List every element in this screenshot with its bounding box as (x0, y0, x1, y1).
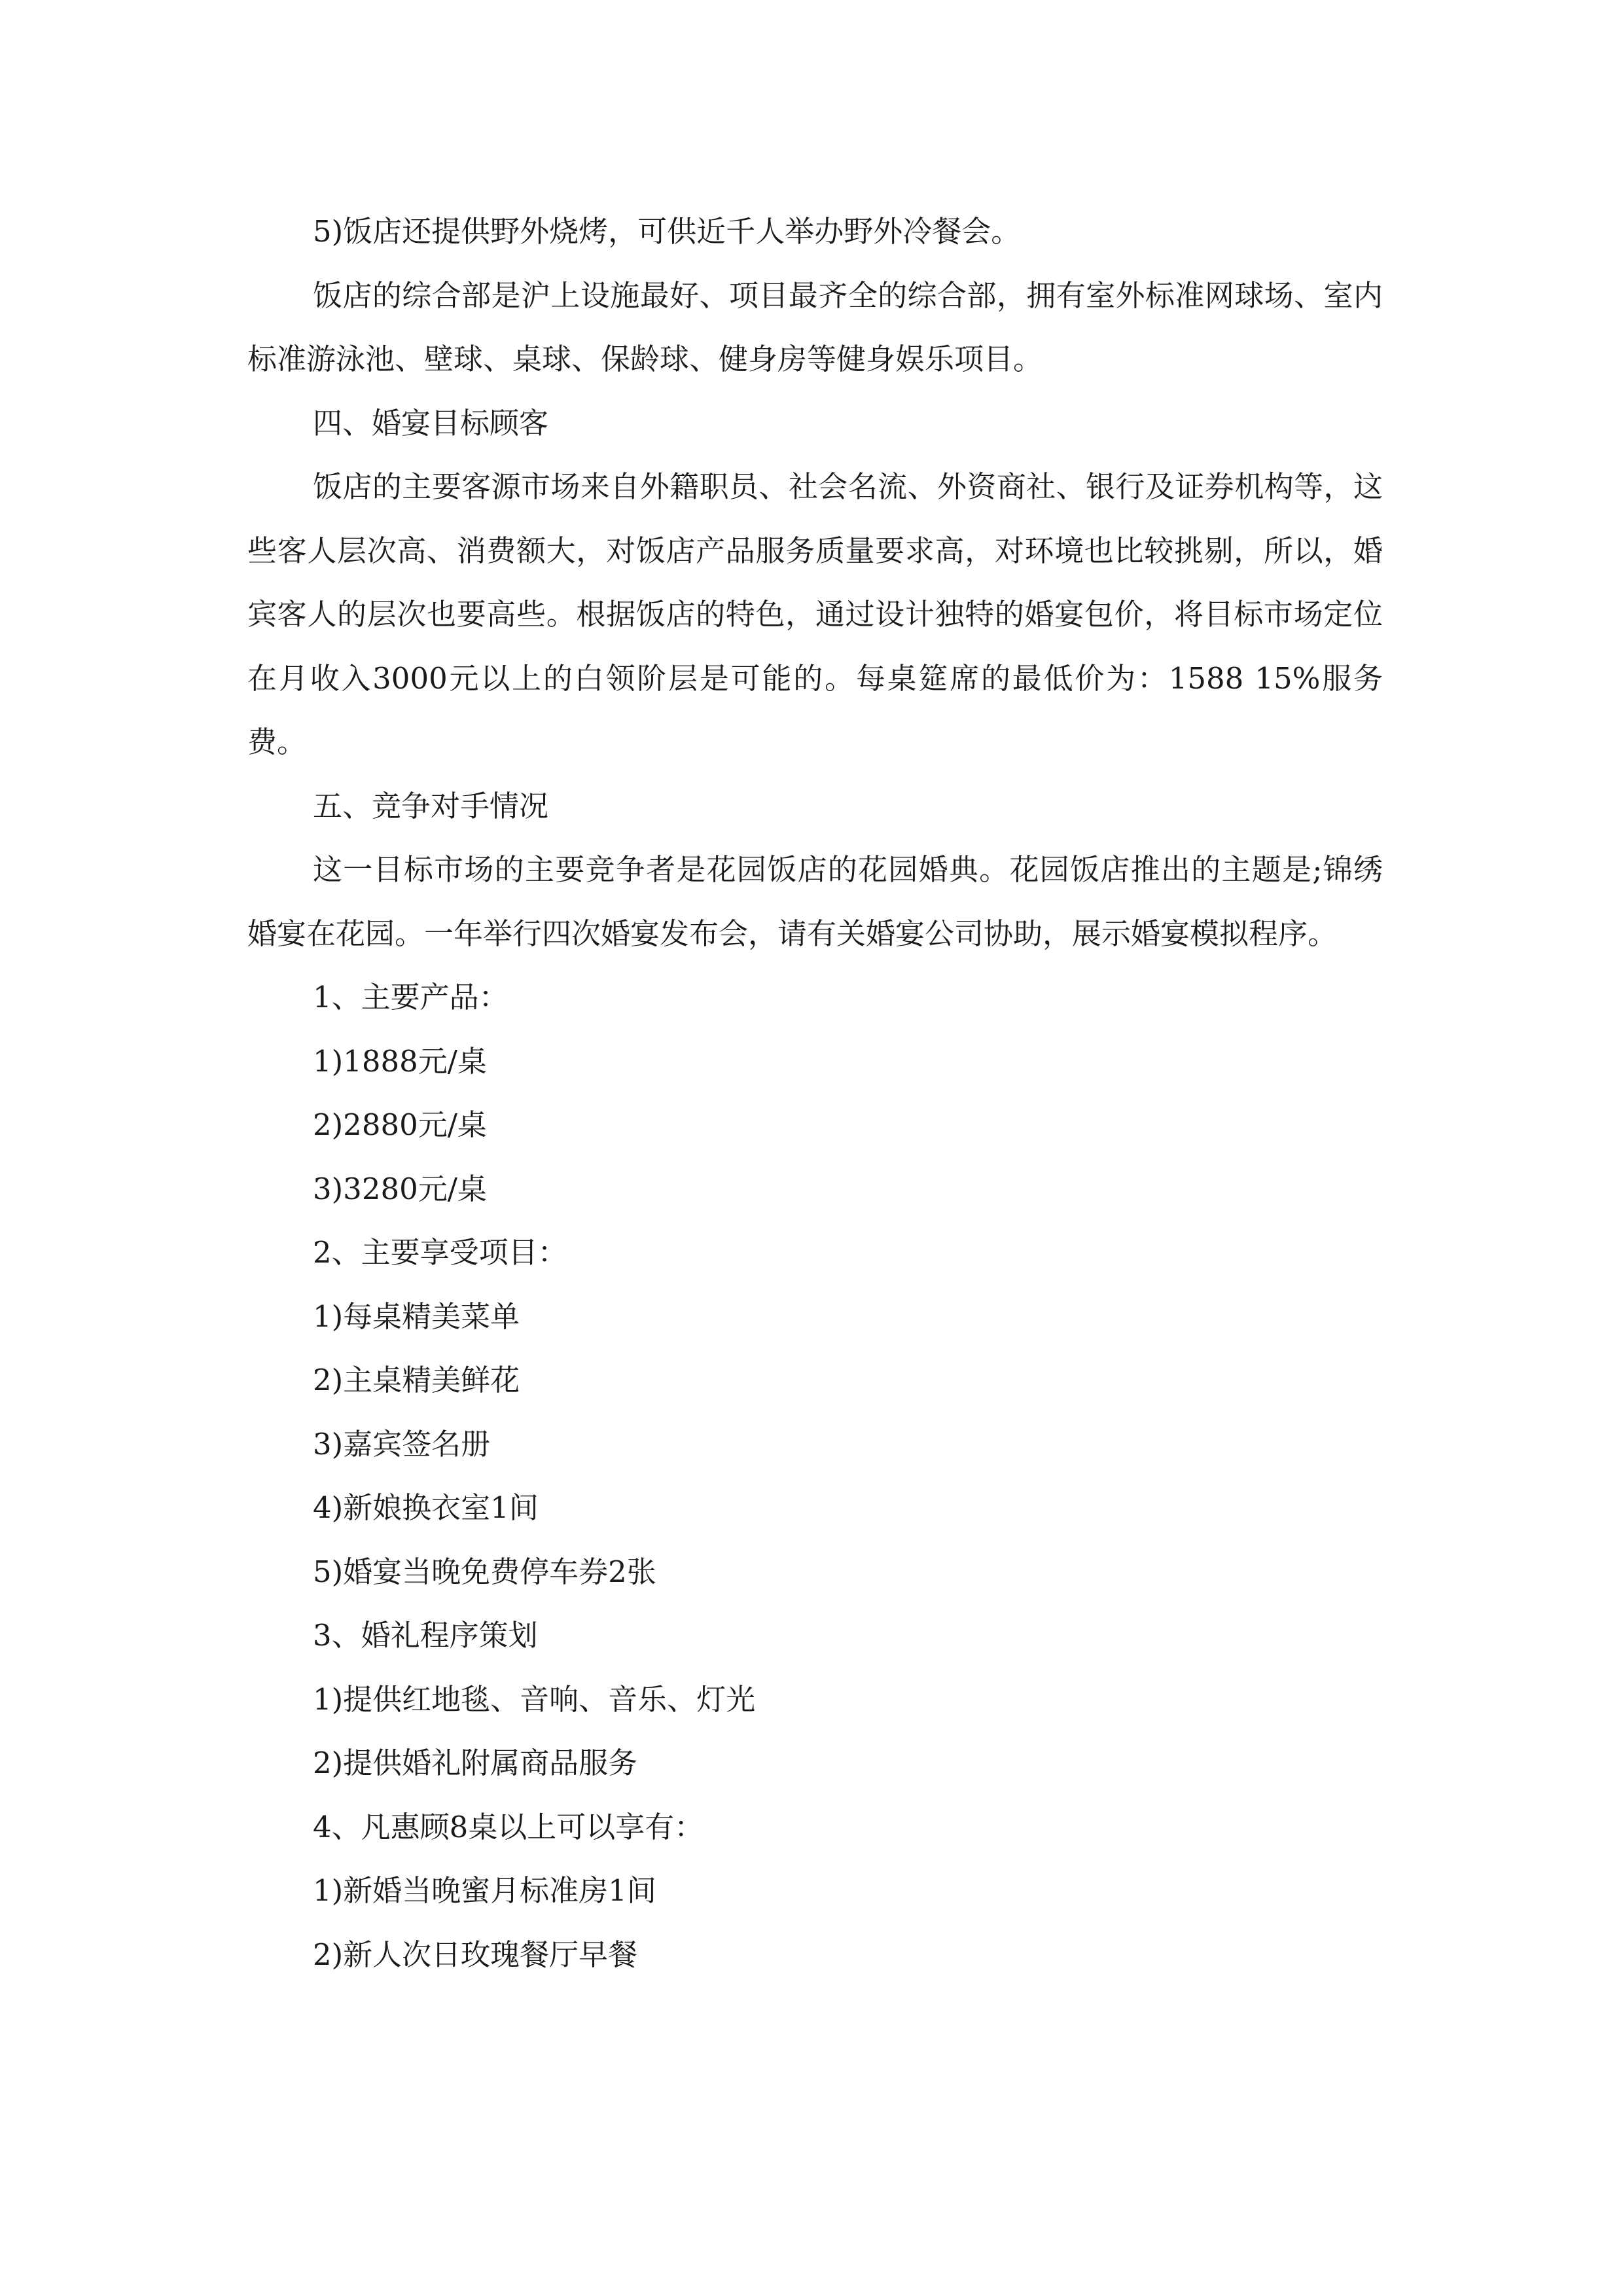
list-item-benefit-2: 2)主桌精美鲜花 (313, 1363, 520, 1397)
list-item-benefit-3: 3)嘉宾签名册 (313, 1426, 491, 1462)
list-item-ceremony-1: 1)提供红地毯、音响、音乐、灯光 (313, 1681, 756, 1717)
paragraph-target-customers: 饭店的主要客源市场来自外籍职员、社会名流、外资商社、银行及证券机构等，这些客人层次高、消费额大，对饭店产品服务质量要求高，对环境也比较挑剔，所以，婚宾客人的层次也要高些。根据饭店的特色，通过设计独特的婚宴包价，将目标市场定位在月收入3000元以上的白领阶层是可能的。每桌筵席的最低价为：1588 15%服务费。 (247, 469, 1383, 759)
paragraph-barbecue: 5)饭店还提供野外烧烤，可供近千人举办野外冷餐会。 (313, 214, 1021, 249)
list-heading-main-products: 1、主要产品： (313, 980, 508, 1014)
list-heading-ceremony-planning: 3、婚礼程序策划 (313, 1618, 538, 1653)
list-item-product-1: 1)1888元/桌 (313, 1043, 487, 1079)
list-heading-eight-tables: 4、凡惠顾8桌以上可以享有： (313, 1809, 704, 1844)
list-item-benefit-1: 1)每桌精美菜单 (313, 1299, 520, 1334)
document-body (247, 200, 1383, 1986)
list-item-ceremony-2: 2)提供婚礼附属商品服务 (313, 1746, 638, 1780)
list-item-eight-tables-1: 1)新婚当晚蜜月标准房1间 (313, 1873, 656, 1908)
list-item-eight-tables-2: 2)新人次日玫瑰餐厅早餐 (313, 1937, 638, 1972)
list-item-product-3: 3)3280元/桌 (313, 1171, 487, 1206)
section-heading-target-customers: 四、婚宴目标顾客 (313, 405, 549, 440)
list-item-benefit-5: 5)婚宴当晚免费停车券2张 (313, 1554, 656, 1589)
list-item-benefit-4: 4)新娘换衣室1间 (313, 1490, 539, 1525)
section-heading-competitors: 五、竞争对手情况 (313, 788, 549, 823)
paragraph-competitors: 这一目标市场的主要竞争者是花园饭店的花园婚典。花园饭店推出的主题是;锦绣婚宴在花园。一年举行四次婚宴发布会，请有关婚宴公司协助，展示婚宴模拟程序。 (247, 852, 1383, 951)
paragraph-club-facilities: 饭店的综合部是沪上设施最好、项目最齐全的综合部，拥有室外标准网球场、室内标准游泳池、壁球、桌球、保龄球、健身房等健身娱乐项目。 (247, 278, 1383, 376)
list-item-product-2: 2)2880元/桌 (313, 1107, 487, 1142)
list-heading-main-benefits: 2、主要享受项目： (313, 1235, 567, 1270)
